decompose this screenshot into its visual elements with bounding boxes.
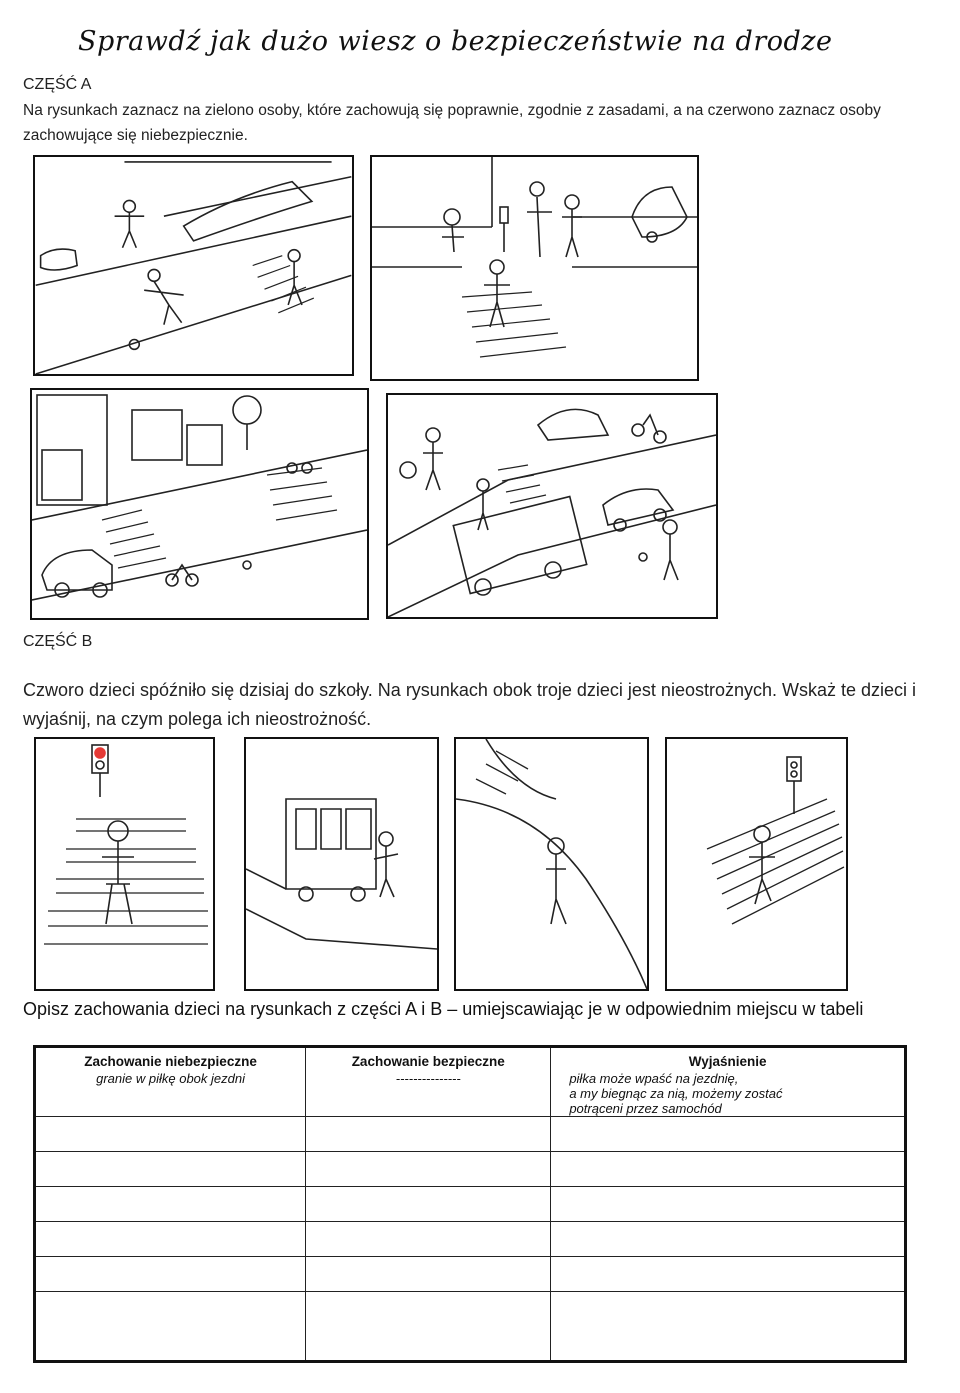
table-row <box>35 1257 906 1292</box>
table-cell-safe[interactable] <box>306 1187 551 1222</box>
table-cell-unsafe[interactable] <box>35 1257 306 1292</box>
example-explanation-1: piłka może wpaść na jezdnię, <box>569 1071 739 1086</box>
example-unsafe: granie w piłkę obok jezdni <box>96 1071 245 1086</box>
table-cell-safe[interactable] <box>306 1117 551 1152</box>
table-cell-explanation[interactable] <box>551 1292 906 1362</box>
table-header-row <box>35 1047 906 1117</box>
table-cell-unsafe[interactable] <box>35 1187 306 1222</box>
part-a-instruction: Na rysunkach zaznacz na zielono osoby, które zachowują się poprawnie, zgodnie z zasadami, a na czerwono zaznacz osoby zachowujące się niebezpiecznie. <box>23 102 881 144</box>
part-b-instruction: Czworo dzieci spóźniło się dzisiaj do szkoły. Na rysunkach obok troje dzieci jest nieostrożnych. Wskaż te dzieci i wyjaśnij, na czym polega ich nieostrożność. <box>23 680 917 729</box>
table-cell-unsafe-header <box>35 1047 306 1117</box>
drawing-green-light-crossing <box>665 737 848 991</box>
table-cell-explanation[interactable] <box>551 1152 906 1187</box>
table-cell-safe-header <box>306 1047 551 1117</box>
table-cell-safe[interactable] <box>306 1222 551 1257</box>
table-row <box>35 1292 906 1362</box>
table-cell-explanation[interactable] <box>551 1222 906 1257</box>
drawing-traffic-light-crossing <box>370 155 699 381</box>
table-task-instruction: Opisz zachowania dzieci na rysunkach z części A i B – umiejscawiając je w odpowiednim miejscu w tabeli <box>23 999 864 1019</box>
drawing-red-light-crossing <box>34 737 215 991</box>
table-row <box>35 1117 906 1152</box>
table-cell-unsafe[interactable] <box>35 1222 306 1257</box>
part-a-heading: CZĘŚĆ A <box>23 76 92 93</box>
table-row <box>35 1187 906 1222</box>
drawing-child-behind-bus <box>244 737 439 991</box>
example-explanation-2: a my biegnąc za nią, możemy zostać <box>569 1086 783 1101</box>
table-row <box>35 1152 906 1187</box>
table-cell-safe[interactable] <box>306 1152 551 1187</box>
table-cell-explanation[interactable] <box>551 1187 906 1222</box>
table-cell-explanation[interactable] <box>551 1257 906 1292</box>
table-cell-unsafe[interactable] <box>35 1292 306 1362</box>
behavior-table <box>33 1045 907 1363</box>
table-row <box>35 1222 906 1257</box>
column-header-explanation: Wyjaśnienie <box>688 1054 767 1069</box>
column-header-unsafe: Zachowanie niebezpieczne <box>84 1054 257 1069</box>
table-cell-unsafe[interactable] <box>35 1117 306 1152</box>
part-b-heading: CZĘŚĆ B <box>23 633 93 650</box>
table-cell-explanation[interactable] <box>551 1117 906 1152</box>
table-cell-explanation-header <box>551 1047 906 1117</box>
drawing-ball-near-street <box>33 155 354 376</box>
drawing-school-bus-stop <box>30 388 369 620</box>
table-cell-safe[interactable] <box>306 1257 551 1292</box>
column-header-safe: Zachowanie bezpieczne <box>351 1054 505 1069</box>
drawing-bus-and-cyclist <box>386 393 718 619</box>
example-safe: --------------- <box>395 1071 461 1086</box>
drawing-child-walking-on-road <box>454 737 649 991</box>
table-cell-safe[interactable] <box>306 1292 551 1362</box>
example-explanation-3: potrąceni przez samochód <box>569 1101 722 1116</box>
table-cell-unsafe[interactable] <box>35 1152 306 1187</box>
page-title: Sprawdź jak dużo wiesz o bezpieczeństwie na drodze <box>78 26 833 57</box>
